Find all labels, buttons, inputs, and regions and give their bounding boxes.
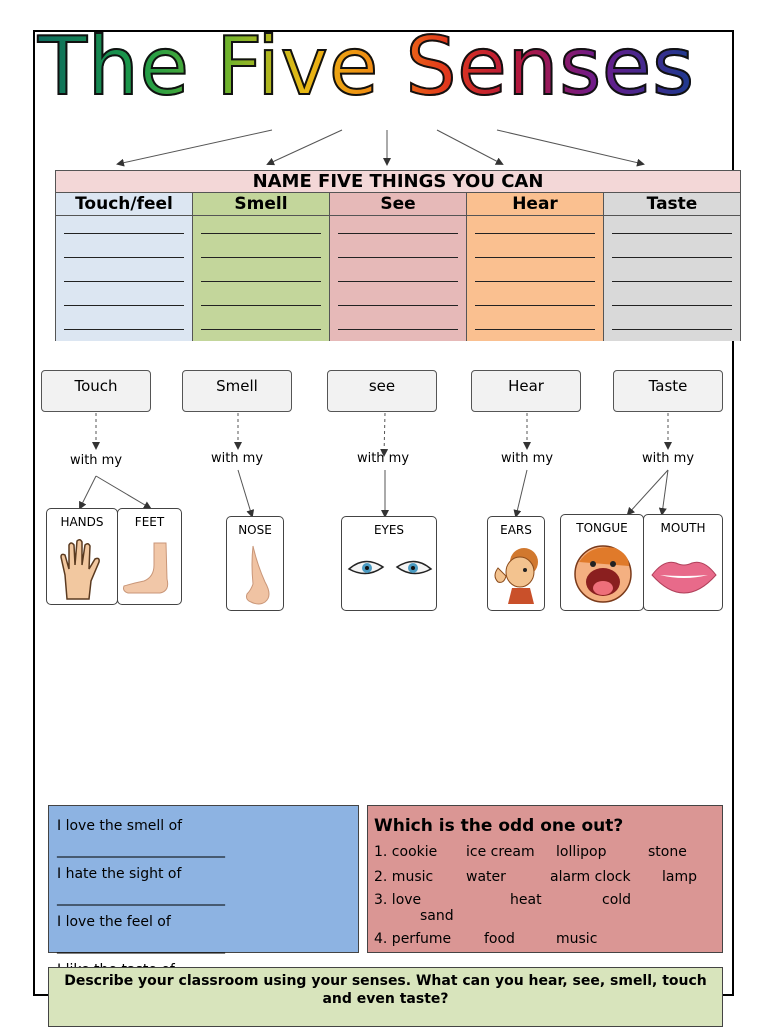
odd-item: 3. love xyxy=(374,892,422,908)
column-header-touch: Touch/feel xyxy=(56,193,192,216)
odd-item: lollipop xyxy=(556,844,607,860)
blank-line xyxy=(475,281,595,282)
sense-box-smell: Smell xyxy=(182,370,292,412)
prompt-line: I love the feel of xyxy=(57,914,171,930)
odd-item: food xyxy=(484,931,515,947)
odd-item: 2. music xyxy=(374,869,434,885)
blank-line xyxy=(201,305,321,306)
odd-item: sand xyxy=(420,908,454,924)
describe-classroom-panel: Describe your classroom using your senses. What can you hear, see, smell, touch and even taste? xyxy=(48,967,723,1027)
love-hate-panel xyxy=(48,805,359,953)
organ-card-ears xyxy=(487,516,545,611)
blank-line xyxy=(64,233,184,234)
sense-box-taste: Taste xyxy=(613,370,723,412)
answer-line: ________________________ xyxy=(57,890,225,906)
eyes-icon xyxy=(347,553,433,583)
prompt-line: I love the smell of xyxy=(57,818,183,834)
organ-label: TONGUE xyxy=(576,521,628,535)
organ-card-feet xyxy=(117,508,182,605)
with-my-label: with my xyxy=(210,451,264,466)
blank-line xyxy=(612,305,732,306)
organ-card-eyes xyxy=(341,516,437,611)
organ-card-hands xyxy=(46,508,118,605)
organ-label: NOSE xyxy=(238,523,272,537)
blank-line xyxy=(612,233,732,234)
column-header-taste: Taste xyxy=(604,193,740,216)
odd-item: heat xyxy=(510,892,542,908)
blank-line xyxy=(64,329,184,330)
organ-label: HANDS xyxy=(60,515,104,529)
odd-row-3 xyxy=(374,892,716,924)
blank-line xyxy=(475,329,595,330)
blank-line xyxy=(64,257,184,258)
with-my-label: with my xyxy=(356,451,410,466)
blank-line xyxy=(475,257,595,258)
prompt-line: I hate the sight of xyxy=(57,866,182,882)
odd-row-1 xyxy=(374,842,716,862)
organ-card-mouth xyxy=(643,514,723,611)
column-header-hear: Hear xyxy=(467,193,603,216)
blank-line xyxy=(64,281,184,282)
odd-item: 1. cookie xyxy=(374,844,438,860)
blank-line xyxy=(612,257,732,258)
blank-line xyxy=(201,329,321,330)
nose-icon xyxy=(237,544,277,608)
blank-line xyxy=(338,233,458,234)
odd-row-4 xyxy=(374,929,716,949)
blank-line xyxy=(475,305,595,306)
blank-line xyxy=(64,305,184,306)
organ-label: EYES xyxy=(373,523,405,537)
blank-line xyxy=(338,305,458,306)
sense-box-see: see xyxy=(327,370,437,412)
senses-table xyxy=(55,170,741,341)
page-title: The Five Senses xyxy=(38,22,738,112)
with-my-label: with my xyxy=(641,451,695,466)
odd-item: music xyxy=(556,931,598,947)
column-smell xyxy=(193,193,330,341)
column-taste xyxy=(604,193,740,341)
blank-line xyxy=(612,281,732,282)
sense-box-touch: Touch xyxy=(41,370,151,412)
blank-line xyxy=(201,233,321,234)
column-header-smell: Smell xyxy=(193,193,329,216)
blank-line xyxy=(338,257,458,258)
odd-item: 4. perfume xyxy=(374,931,452,947)
odd-item: stone xyxy=(648,844,687,860)
organ-label: MOUTH xyxy=(660,521,706,535)
odd-one-out-heading: Which is the odd one out? xyxy=(374,816,624,836)
blank-line xyxy=(612,329,732,330)
with-my-label: with my xyxy=(69,453,123,468)
column-see xyxy=(330,193,467,341)
organ-card-tongue xyxy=(560,514,644,611)
mouth-icon xyxy=(650,555,718,595)
column-touch xyxy=(56,193,193,341)
organ-card-nose xyxy=(226,516,284,611)
answer-line: ________________________ xyxy=(57,842,225,858)
table-heading: NAME FIVE THINGS YOU CAN xyxy=(56,171,740,193)
ear-icon xyxy=(490,542,544,608)
odd-item: lamp xyxy=(662,869,697,885)
odd-row-2 xyxy=(374,867,716,887)
blank-line xyxy=(338,329,458,330)
blank-line xyxy=(338,281,458,282)
odd-item: water xyxy=(466,869,506,885)
hand-icon xyxy=(53,535,113,605)
with-my-label: with my xyxy=(500,451,554,466)
sense-box-hear: Hear xyxy=(471,370,581,412)
column-hear xyxy=(467,193,604,341)
column-header-see: See xyxy=(330,193,466,216)
blank-line xyxy=(201,257,321,258)
blank-line xyxy=(475,233,595,234)
odd-item: cold xyxy=(602,892,632,908)
organ-label: FEET xyxy=(134,515,165,529)
organ-label: EARS xyxy=(500,523,532,537)
answer-line: ________________________ xyxy=(57,938,225,954)
blank-line xyxy=(201,281,321,282)
tongue-icon xyxy=(571,542,635,608)
odd-item: ice cream xyxy=(466,844,535,860)
odd-one-out-panel xyxy=(367,805,723,953)
odd-item: alarm clock xyxy=(550,869,631,885)
foot-icon xyxy=(120,539,180,599)
